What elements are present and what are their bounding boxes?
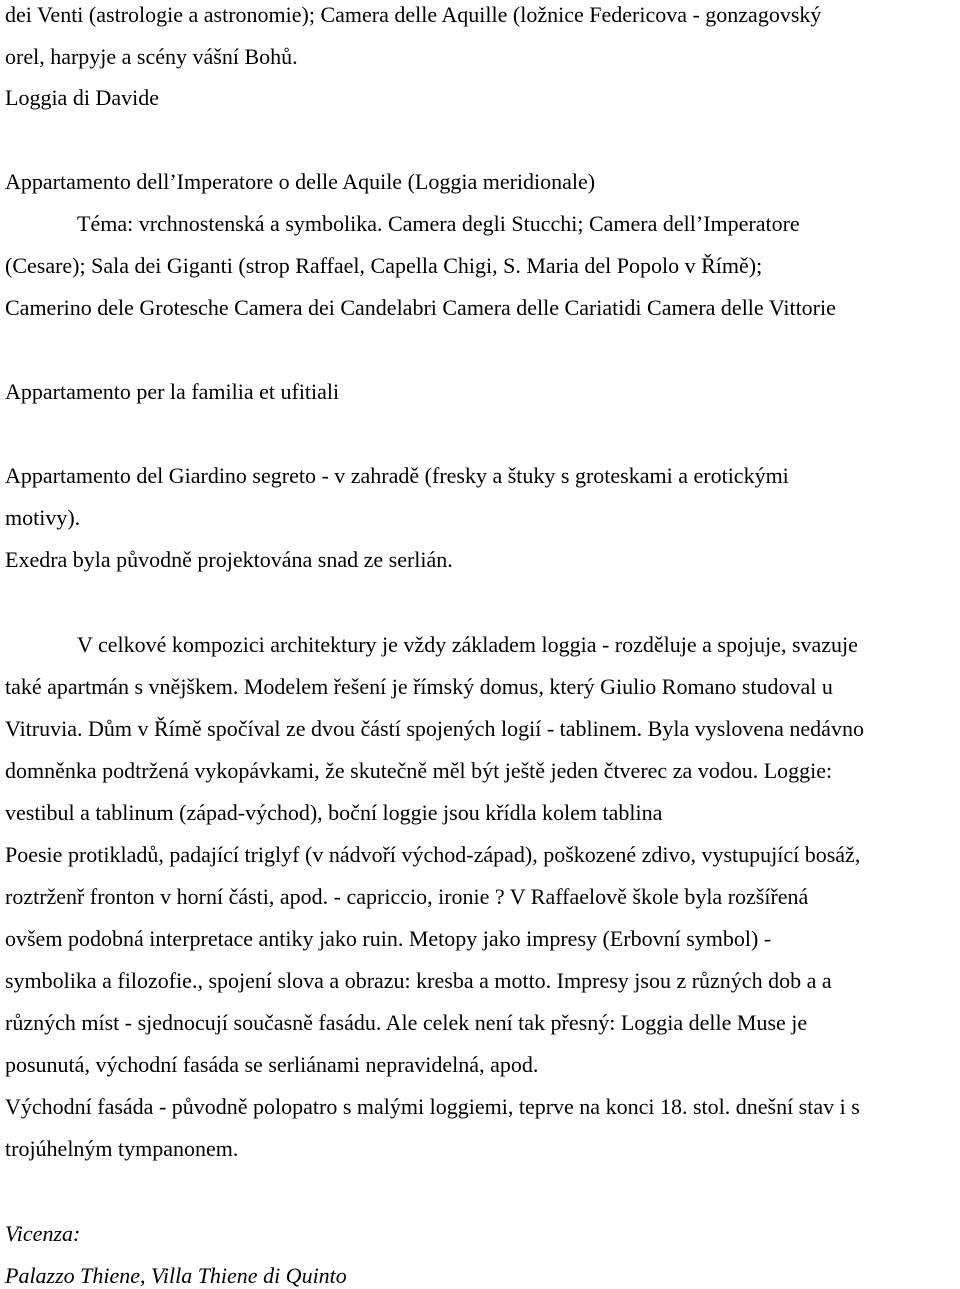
text-line: trojúhelným tympanonem. [5, 1136, 239, 1161]
text-line: vestibul a tablinum (západ-východ), boční loggie jsou křídla kolem tablina [5, 800, 663, 825]
text-line: symbolika a filozofie., spojení slova a obrazu: kresba a motto. Impresy jsou z různých dob a a [5, 968, 832, 993]
text-line: Camerino dele Grotesche Camera dei Candelabri Camera delle Cariatidi Camera delle Vittorie [5, 295, 836, 320]
heading-appartamento-familia: Appartamento per la familia et ufitiali [5, 379, 340, 404]
text-line: Východní fasáda - původně polopatro s malými loggiemi, teprve na konci 18. stol. dnešní stav i s [5, 1094, 860, 1119]
text-line: různých míst - sjednocují současně fasádu. Ale celek není tak přesný: Loggia delle Muse je [5, 1010, 808, 1035]
text-line: Vitruvia. Dům v Římě spočíval ze dvou částí spojených logií - tablinem. Byla vyslovena nedávno [5, 716, 864, 741]
text-palazzo-thiene: Palazzo Thiene, Villa Thiene di Quinto [5, 1263, 347, 1288]
text-line: motivy). [5, 505, 81, 530]
text-line: Poesie protikladů, padající triglyf (v nádvoří východ-západ), poškozené zdivo, vystupující bosáž, [5, 842, 861, 867]
heading-loggia-di-davide: Loggia di Davide [5, 85, 159, 110]
text-line: V celkové kompozici architektury je vždy základem loggia - rozděluje a spojuje, svazuje [77, 632, 858, 657]
text-line: domněnka podtržená vykopávkami, že skutečně měl být ještě jeden čtverec za vodou. Loggie: [5, 758, 833, 783]
text-line: posunutá, východní fasáda se serliánami nepravidelná, apod. [5, 1052, 539, 1077]
heading-vicenza: Vicenza: [5, 1221, 81, 1246]
heading-appartamento-imperatore: Appartamento dell’Imperatore o delle Aquile (Loggia meridionale) [5, 169, 596, 194]
text-line: dei Venti (astrologie a astronomie); Camera delle Aquille (ložnice Federicova - gonzagovský [5, 2, 822, 27]
text-line: (Cesare); Sala dei Giganti (strop Raffael, Capella Chigi, S. Maria del Popolo v Římě); [5, 253, 763, 278]
text-line: orel, harpyje a scény vášní Bohů. [5, 44, 298, 69]
text-line: také apartmán s vnějškem. Modelem řešení je římský domus, který Giulio Romano studoval u [5, 674, 833, 699]
text-line: roztrženř fronton v horní části, apod. - capriccio, ironie ? V Raffaelově škole byla rozšířená [5, 884, 809, 909]
heading-appartamento-giardino: Appartamento del Giardino segreto - v zahradě (fresky a štuky s groteskami a erotickými [5, 463, 789, 488]
text-line: ovšem podobná interpretace antiky jako ruin. Metopy jako impresy (Erbovní symbol) - [5, 926, 772, 951]
text-line: Exedra byla původně projektována snad ze serlián. [5, 547, 453, 572]
text-line: Téma: vrchnostenská a symbolika. Camera degli Stucchi; Camera dell’Imperatore [77, 211, 800, 236]
